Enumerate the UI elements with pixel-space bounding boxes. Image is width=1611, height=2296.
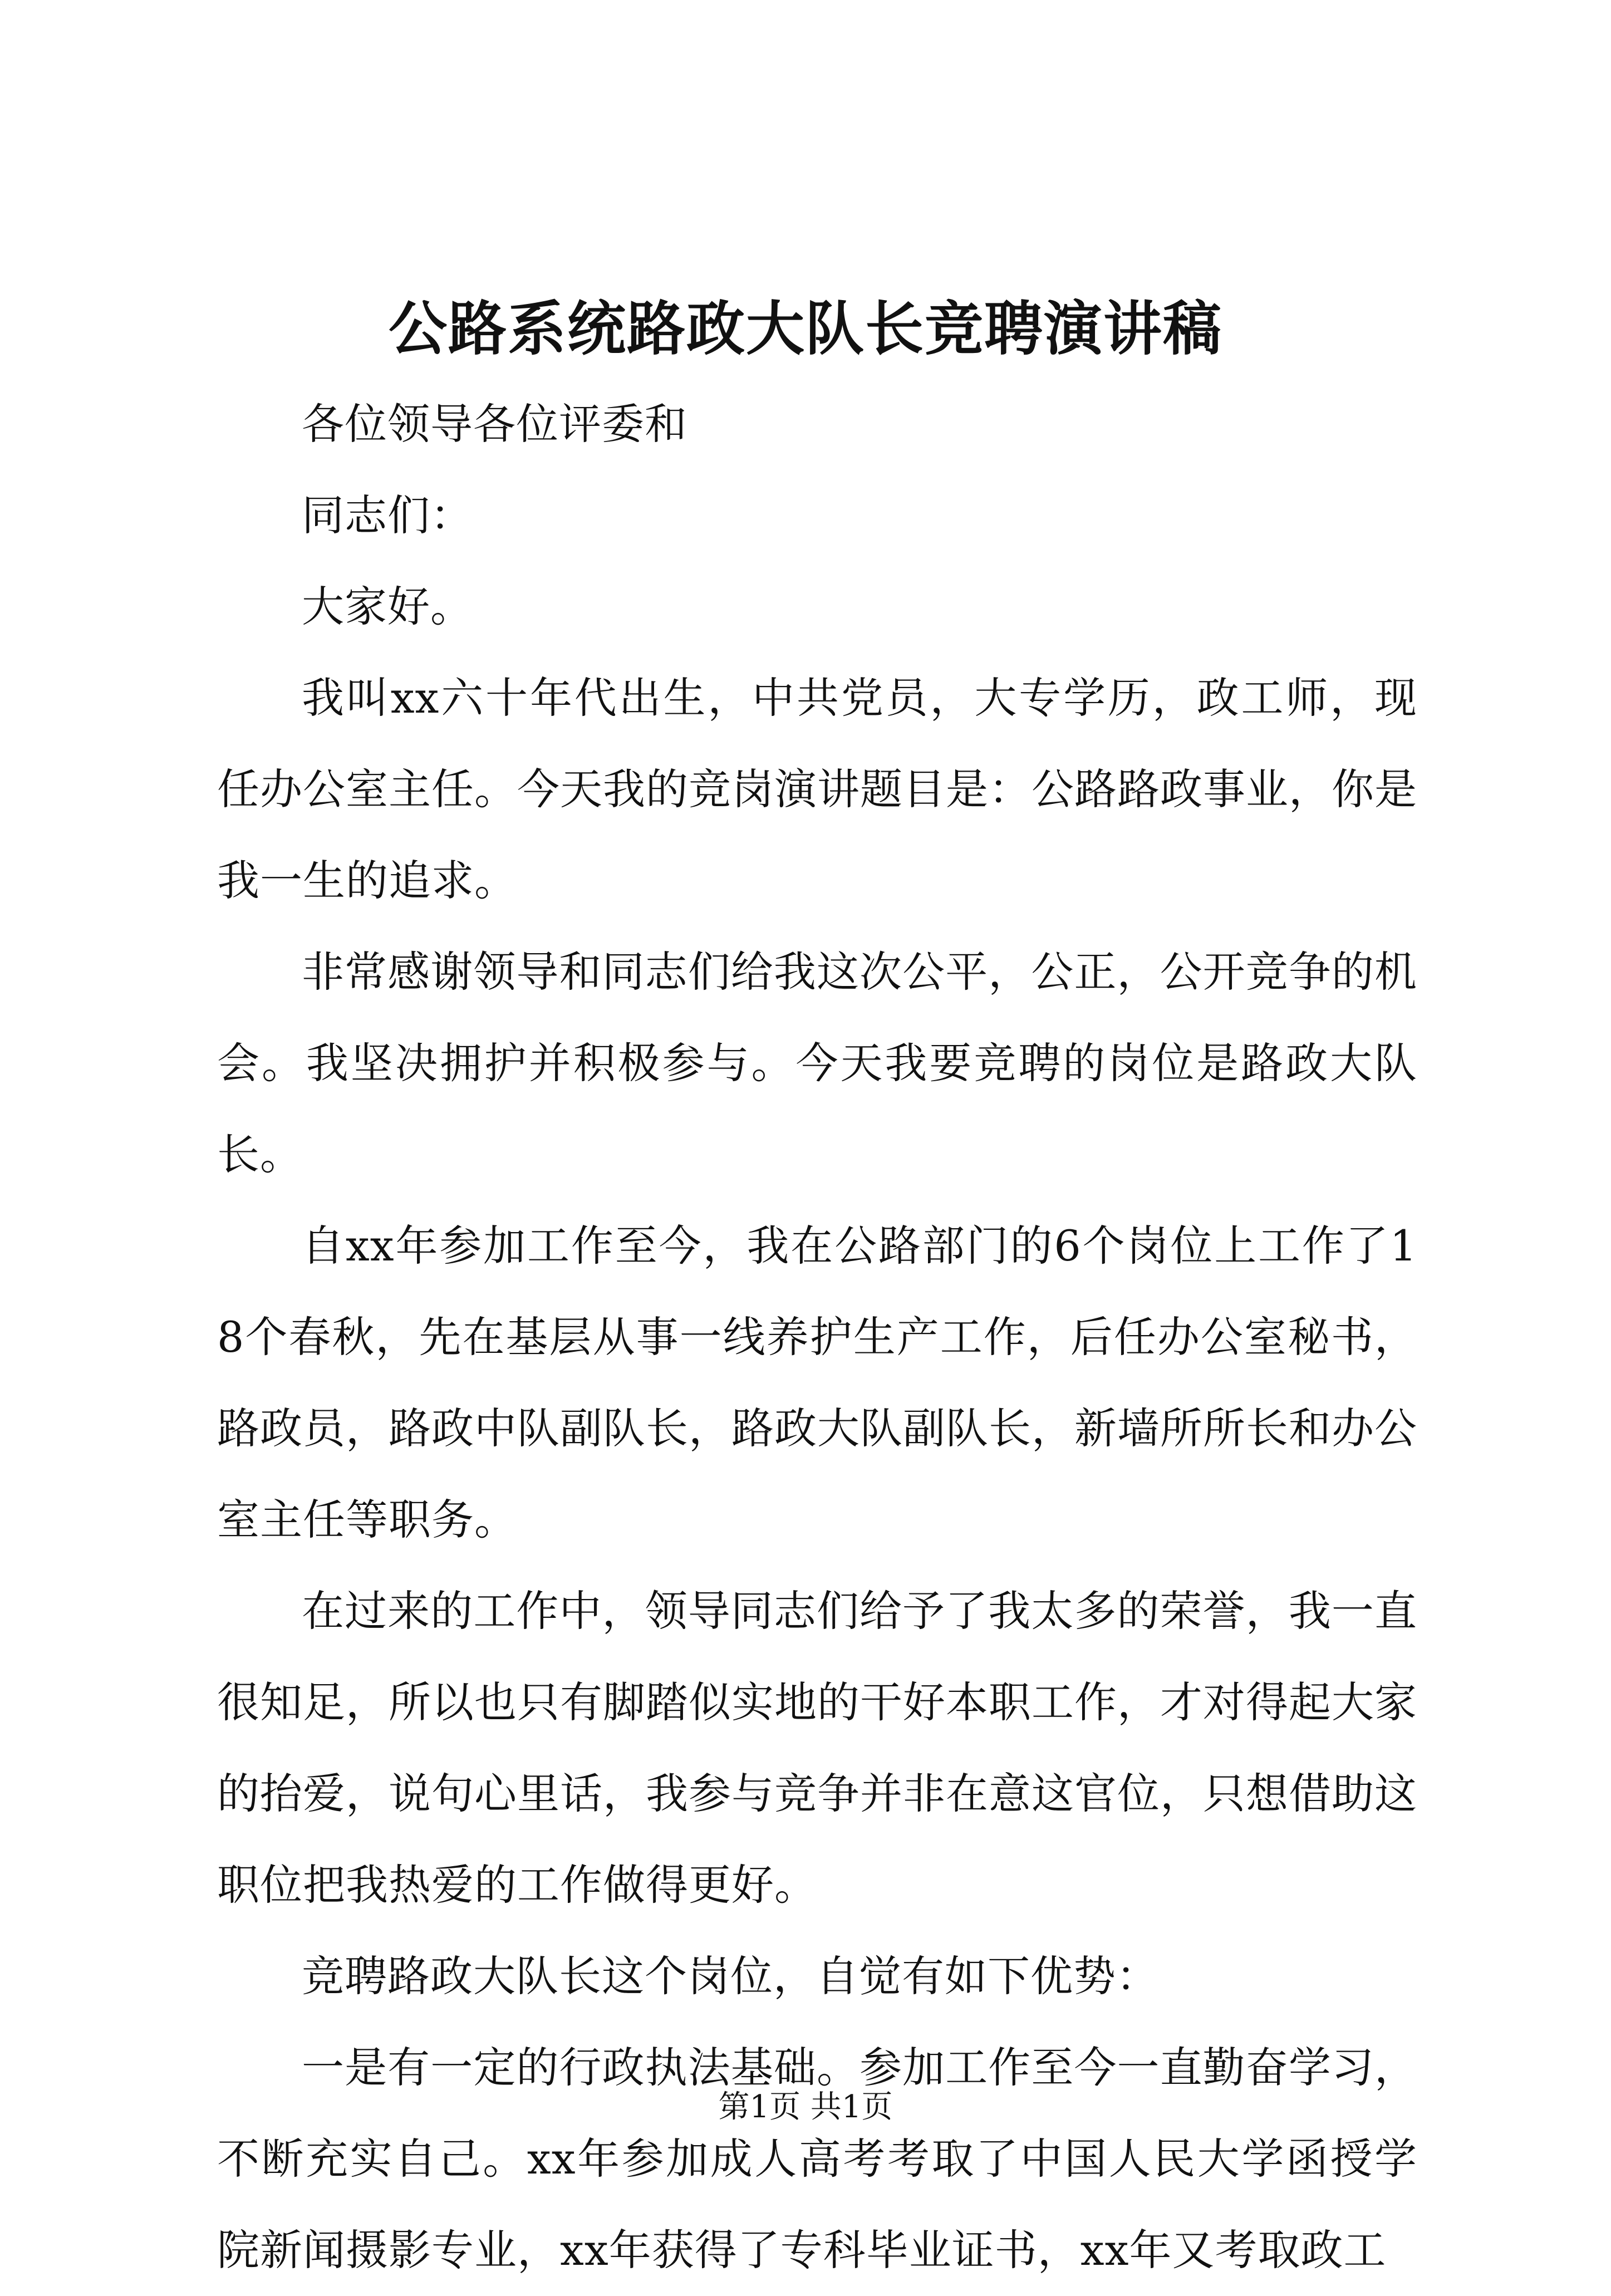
page-footer: 第1页 共1页 bbox=[718, 2089, 893, 2125]
paragraph-salutation: 同志们： bbox=[302, 490, 473, 540]
paragraph-hello: 大家好。 bbox=[302, 582, 473, 631]
paragraph-greeting: 各位领导各位评委和 bbox=[302, 399, 687, 449]
document-body bbox=[217, 379, 1417, 2296]
document-title: 公路系统路政大队长竞聘演讲稿 bbox=[388, 294, 1222, 363]
paragraph-work-history: 自xx年参加工作至今，我在公路部门的6个岗位上工作了18个春秋，先在基层从事一线养护生产工作，后任办公室秘书，路政员，路政中队副队长，路政大队副队长，新墙所所长和办公室主任等职务。 bbox=[217, 1221, 1417, 1544]
paragraph-advantage-one: 一是有一定的行政执法基础。参加工作至今一直勤奋学习，不断充实自己。xx年参加成人高考考取了中国人民大学函授学院新闻摄影专业，xx年获得了专科毕业证书，xx年又考取政工 bbox=[217, 2043, 1417, 2275]
paragraph-introduction: 我叫xx六十年代出生，中共党员，大专学历，政工师，现任办公室主任。今天我的竞岗演讲题目是：公路路政事业，你是我一生的追求。 bbox=[217, 673, 1417, 905]
paragraph-advantages-intro: 竞聘路政大队长这个岗位，自觉有如下优势： bbox=[302, 1951, 1159, 2001]
paragraph-thanks: 非常感谢领导和同志们给我这次公平，公正，公开竞争的机会。我坚决拥护并积极参与。今天我要竞聘的岗位是路政大队长。 bbox=[217, 947, 1417, 1179]
paragraph-honors: 在过来的工作中，领导同志们给予了我太多的荣誉，我一直很知足，所以也只有脚踏似实地的干好本职工作，才对得起大家的抬爱，说句心里话，我参与竞争并非在意这官位，只想借助这职位把我热爱的工作做得更好。 bbox=[217, 1586, 1417, 1910]
